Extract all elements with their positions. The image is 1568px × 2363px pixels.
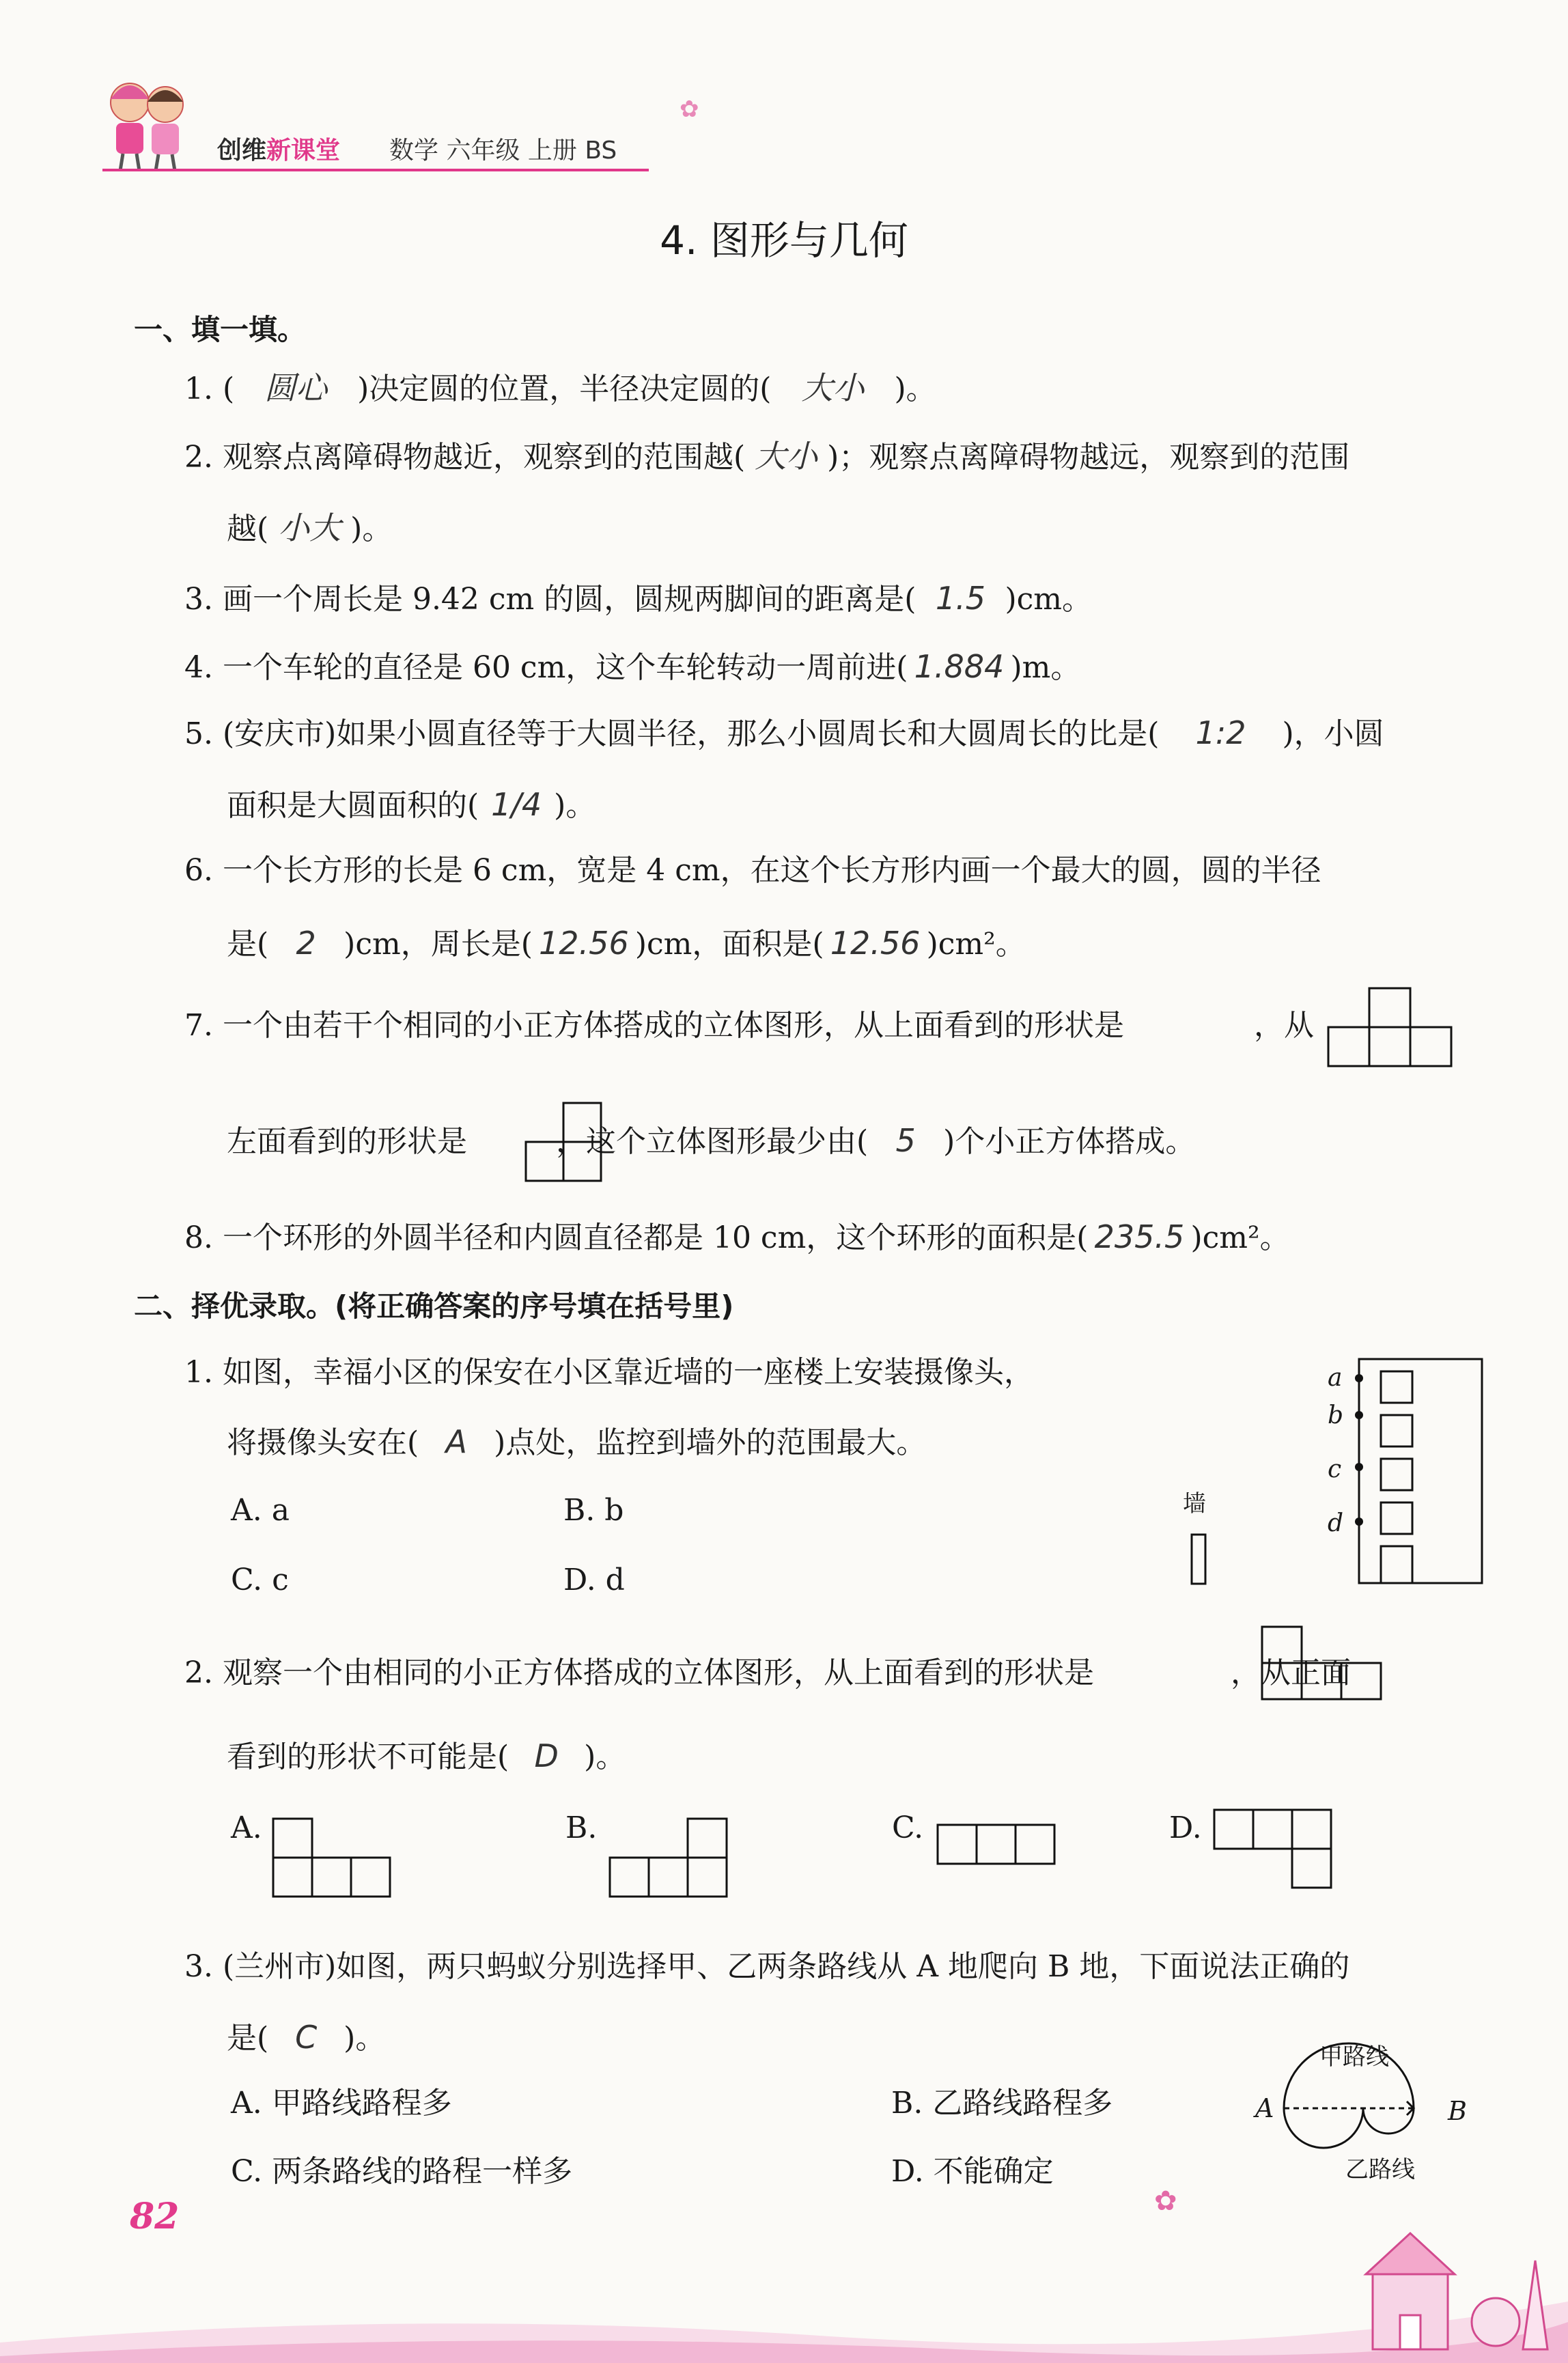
answer-2a[interactable]: 大小 (755, 438, 818, 475)
s2-q2-option-b[interactable]: B. (565, 1810, 598, 1845)
s2-q3-option-c[interactable]: C. 两条路线的路程一样多 (231, 2154, 573, 2189)
star-icon: ✿ (680, 96, 699, 123)
question-7: 7. 一个由若干个相同的小正方体搭成的立体图形，从上面看到的形状是 ，从 (184, 1008, 1314, 1043)
footer-wave (0, 2240, 1568, 2363)
question-1: 1. ( 圆心 )决定圆的位置，半径决定圆的( 大小 )。 (184, 369, 936, 406)
page-number: 82 (130, 2196, 180, 2237)
s2-q1-option-c[interactable]: C. c (231, 1563, 289, 1597)
path-label-bottom: 乙路线 (1345, 2156, 1415, 2183)
s2-q2-option-a-figure (273, 1819, 391, 1897)
answer-4[interactable]: 1.884 (914, 648, 1005, 685)
s2-q3-option-a[interactable]: A. 甲路线路程多 (231, 2086, 452, 2121)
point-label-b: b (1328, 1401, 1344, 1429)
question-2-line2: 越( 小大 )。 (227, 509, 393, 546)
point-label-d: d (1328, 1509, 1344, 1537)
s2-q2-option-a[interactable]: A. (231, 1810, 262, 1845)
point-label-c: c (1328, 1455, 1342, 1483)
flower-icon: ✿ (1154, 2185, 1177, 2217)
s2-q2-option-d[interactable]: D. (1169, 1810, 1202, 1845)
header-rule (102, 167, 649, 174)
s2-question-3-line2: 是( C )。 (227, 2019, 386, 2056)
answer-8[interactable]: 235.5 (1094, 1218, 1185, 1255)
page-title: 4. 图形与几何 (660, 217, 908, 264)
answer-3[interactable]: 1.5 (935, 580, 986, 617)
wall-figure (1190, 1533, 1207, 1585)
answer-6b[interactable]: 12.56 (539, 925, 629, 962)
mascot-logo (96, 72, 198, 174)
header-brand: 创维新课堂 (217, 137, 341, 165)
question-3: 3. 画一个周长是 9.42 cm 的圆，圆规两脚间的距离是( 1.5 )cm。 (184, 580, 1092, 617)
answer-6a[interactable]: 2 (296, 925, 316, 962)
kids-mascot-icon (96, 72, 198, 174)
s2-question-3: 3. (兰州市)如图，两只蚂蚁分别选择甲、乙两条路线从 A 地爬向 B 地，下面说法正确的 (184, 1949, 1350, 1984)
s2-question-2-line2: 看到的形状不可能是( D )。 (227, 1737, 626, 1774)
answer-5b[interactable]: 1/4 (491, 786, 542, 823)
answer-5a[interactable]: 1:2 (1195, 714, 1246, 751)
s2-question-1-line2: 将摄像头安在( A )点处，监控到墙外的范围最大。 (227, 1423, 927, 1460)
answer-6c[interactable]: 12.56 (830, 925, 921, 962)
question-7-line2: 左面看到的形状是 ，这个立体图形最少由( 5 )个小正方体搭成。 (227, 1122, 1196, 1159)
path-label-top: 甲路线 (1319, 2043, 1389, 2071)
s2-q2-option-c[interactable]: C. (892, 1810, 924, 1845)
s2-q1-option-d[interactable]: D. d (563, 1563, 625, 1597)
building-camera-figure (1325, 1359, 1489, 1584)
answer-7[interactable]: 5 (895, 1122, 916, 1159)
s2-q1-option-a[interactable]: A. a (231, 1493, 290, 1528)
section2-heading: 二、择优录取。(将正确答案的序号填在括号里) (134, 1289, 734, 1323)
header-subtitle: 数学 六年级 上册 BS (389, 137, 617, 165)
answer-1a[interactable]: 圆心 (264, 369, 328, 406)
s2-q2-option-d-figure (1214, 1810, 1332, 1888)
s2-q1-option-b[interactable]: B. b (563, 1493, 624, 1528)
question-5: 5. (安庆市)如果小圆直径等于大圆半径，那么小圆周长和大圆周长的比是( 1:2 )，小圆 (184, 714, 1384, 751)
s2-q2-option-b-figure (610, 1819, 727, 1897)
question-6-line2: 是( 2 )cm，周长是( 12.56 )cm，面积是( 12.56 )cm²。 (227, 925, 1026, 962)
s2-q3-option-d[interactable]: D. 不能确定 (891, 2154, 1054, 2189)
s2-answer-3[interactable]: C (295, 2019, 318, 2056)
q7-left-view-figure (526, 1103, 601, 1181)
q7-top-view-figure (1328, 988, 1451, 1066)
section1-heading: 一、填一填。 (134, 313, 307, 346)
answer-2b[interactable]: 小大 (278, 509, 341, 546)
question-6: 6. 一个长方形的长是 6 cm，宽是 4 cm，在这个长方形内画一个最大的圆，圆的半径 (184, 853, 1321, 888)
castle-icon (1352, 2220, 1557, 2356)
question-4: 4. 一个车轮的直径是 60 cm，这个车轮转动一周前进( 1.884 )m。 (184, 648, 1081, 685)
wall-label: 墙 (1183, 1490, 1206, 1518)
point-label-B: B (1448, 2096, 1467, 2126)
point-label-A: A (1255, 2093, 1274, 2123)
question-8: 8. 一个环形的外圆半径和内圆直径都是 10 cm，这个环形的面积是( 235.5 )cm²。 (184, 1218, 1290, 1255)
s2-q3-option-b[interactable]: B. 乙路线路程多 (891, 2086, 1113, 2121)
question-5-line2: 面积是大圆面积的( 1/4 )。 (227, 786, 596, 823)
question-2: 2. 观察点离障碍物越近，观察到的范围越( 大小 )；观察点离障碍物越远，观察到的范围 (184, 438, 1350, 475)
q2-top-view-figure (1262, 1627, 1381, 1699)
answer-1b[interactable]: 大小 (801, 369, 865, 406)
point-label-a: a (1328, 1364, 1343, 1392)
s2-question-1: 1. 如图，幸福小区的保安在小区靠近墙的一座楼上安装摄像头， (184, 1355, 1034, 1390)
s2-answer-1[interactable]: A (445, 1423, 467, 1460)
s2-q2-option-c-figure (938, 1825, 1055, 1864)
s2-answer-2[interactable]: D (534, 1737, 559, 1774)
s2-question-2: 2. 观察一个由相同的小正方体搭成的立体图形，从上面看到的形状是 ，从正面 (184, 1655, 1351, 1690)
